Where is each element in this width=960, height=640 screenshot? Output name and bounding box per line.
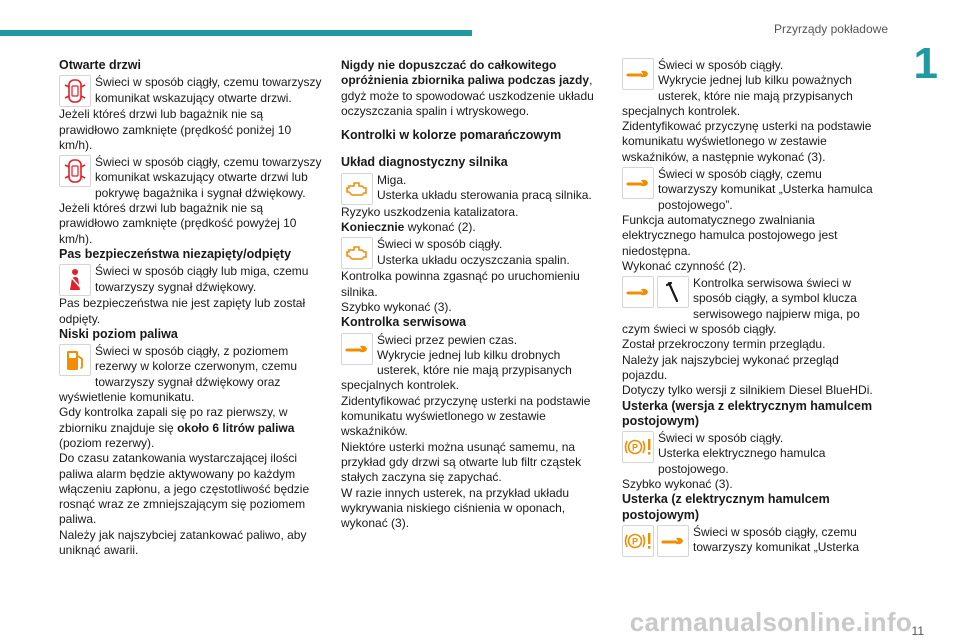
icon-box [59,264,91,296]
icon-box [341,237,373,269]
service-due-text-a: Kontrolka serwisowa świeci w sposób ciągły, a symbol klucza serwisowego najpierw miga, po czym świeci w sposób ciągły. [622,276,860,337]
wrench-icon [341,333,373,365]
header-accent-bar [0,30,472,36]
engine-text-1d-rest: wykonać (2). [404,220,476,235]
engine-text-1d [341,220,603,235]
engine-text-1a: Miga. [377,172,407,187]
doors-text-1: Świeci w sposób ciągły, czemu towarzyszy komunikat wskazujący otwarte drzwi. [95,75,322,105]
heading-engine-diag: Układ diagnostyczny silnika [341,155,508,170]
belt-text-1b: Pas bezpieczeństwa nie jest zapięty lub został odpięty. [59,296,306,326]
page-number: 11 [911,624,924,638]
service-text-4: W razie innych usterek, na przykład układu wykrywania niskiego ciśnienia w oponach, wykonać (3). [341,485,570,531]
icon-box [59,155,91,187]
seatbelt-icon [59,264,91,296]
engine-icon [341,237,373,269]
column-2 [341,58,603,531]
doors-text-2: Świeci w sposób ciągły, czemu towarzyszy komunikat wskazujący otwarte drzwi lub pokrywę bagażnika i sygnał dźwiękowy. [95,155,322,200]
svg-text:P: P [631,536,639,547]
fuel-text-3: Do czasu zatankowania wystarczającej ilości paliwa alarm będzie aktywowany po każdym włączeniu zapłonu, a jego częstotliwość będzie rosnąć wraz ze zmniejszającym się poziomem paliwa. [59,451,310,527]
service-key-icon [657,276,689,308]
parkbrake-msg-text-b: Funkcja automatycznego zwalniania elektrycznego hamulca postojowego jest niedostępna. [622,212,838,258]
icon-box [59,75,91,107]
heading-doors: Otwarte drzwi [59,58,141,72]
parkbrake-msg-text-a: Świeci w sposób ciągły, czemu towarzyszy komunikat „Usterka hamulca postojowego”. [658,167,873,212]
engine-text-2b: Usterka układu oczyszczania spalin. [377,252,570,267]
belt-text-1: Świeci w sposób ciągły lub miga, czemu towarzyszy sygnał dźwiękowy. [95,264,309,294]
parking-brake-fault-icon [622,525,654,557]
service-text-1b: Wykrycie jednej lub kilku drobnych usterek, które nie mają przypisanych specjalnych kontrolek. [341,347,572,393]
icon-box [622,58,654,90]
wrench-icon [622,167,654,199]
icon-box [341,333,373,365]
fuel-text-2 [59,405,325,451]
heading-epb-fault-2: Usterka (z elektrycznym hamulcem postojowym) [622,492,830,522]
service-text-2: Zidentyfikować przyczynę usterki na podstawie komunikatu wyświetlonego w zestawie wskaźników. [341,393,591,439]
fuel-text-2b: około 6 litrów paliwa [177,420,295,435]
wrench-icon [622,276,654,308]
heading-epb-fault: Usterka (wersja z elektrycznym hamulcem postojowym) [622,398,873,428]
never-empty-bold: Nigdy nie dopuszczać do całkowitego opróżnienia zbiornika paliwa podczas jazdy [341,58,590,88]
serious-text-1b: Wykrycie jednej lub kilku poważnych usterek, które nie mają przypisanych specjalnych kontrolek. [622,73,853,118]
epb-text-1c: Szybko wykonać (3). [622,477,733,492]
icon-box [622,167,654,199]
column-3 [622,58,884,557]
engine-text-1d-bold: Koniecznie [341,220,405,235]
icon-box [341,173,373,205]
service-text-3: Niektóre usterki można usunąć samemu, na przykład gdy drzwi są otwarte lub filtr cząstek stałych zaczyna się zapychać. [341,439,582,485]
parkbrake-msg-text-c: Wykonać czynność (2). [622,258,746,273]
icon-box [59,344,91,376]
door-open-icon [59,75,91,107]
heading-seatbelt: Pas bezpieczeństwa niezapięty/odpięty [59,246,292,261]
parking-brake-fault-icon [622,431,654,463]
icon-box [622,431,654,463]
fuel-text-1: Świeci w sposób ciągły, z poziomem rezerwy w kolorze czerwonym, czemu towarzyszy sygnał dźwiękowy oraz wyświetlenie komunikatu. [59,344,298,405]
service-text-1a: Świeci przez pewien czas. [377,332,518,347]
never-empty-rest: , gdyż może to spowodować uszkodzenie układu oczyszczania spalin i wtryskowego. [341,73,594,118]
page-section-title: Przyrządy pokładowe [773,22,888,36]
serious-text-1c: Zidentyfikować przyczynę usterki na podstawie komunikatu wyświetlonego w zestawie wskaźników, a następnie wykonać (3). [622,119,872,164]
watermark: carmanualsonline.info [629,607,912,637]
epb-text-1a: Świeci w sposób ciągły. [658,431,784,446]
engine-icon [341,173,373,205]
icon-box [622,525,689,557]
epb-text-1b: Usterka elektrycznego hamulca postojowego. [658,446,826,476]
fuel-text-4: Należy jak najszybciej zatankować paliwo, aby uniknąć awarii. [59,527,307,558]
column-1 [59,58,325,558]
chapter-number: 1 [913,39,938,88]
wrench-icon [622,58,654,90]
door-open-sound-icon [59,155,91,187]
wrench-icon [657,525,689,557]
service-due-text-b: Został przekroczony termin przeglądu. [622,337,826,352]
engine-text-1b: Usterka układu sterowania pracą silnika. [377,188,592,203]
engine-text-2a: Świeci w sposób ciągły. [377,237,503,252]
fuel-text-2c: (poziom rezerwy). [59,435,155,450]
engine-text-2d: Szybko wykonać (3). [341,299,452,314]
fuel-text-2a: Gdy kontrolka zapali się po raz pierwszy, w zbiorniku znajduje się [59,405,288,435]
never-empty-text [341,58,603,119]
doors-text-2b: Jeżeli któreś drzwi lub bagażnik nie są prawidłowo zamknięte (prędkość powyżej 10 km/h). [59,201,297,246]
heading-fuel: Niski poziom paliwa [59,326,178,341]
icon-box [622,276,689,308]
heading-service: Kontrolka serwisowa [341,315,467,330]
engine-text-1c: Ryzyko uszkodzenia katalizatora. [341,204,519,219]
fuel-pump-icon [59,344,91,376]
service-due-text-d: Dotyczy tylko wersji z silnikiem Diesel BlueHDi. [622,383,873,398]
epb2-text-1: Świeci w sposób ciągły, czemu towarzyszy komunikat „Usterka [693,524,860,555]
service-due-text-c: Należy jak najszybciej wykonać przegląd pojazdu. [622,352,839,382]
heading-orange-lamps: Kontrolki w kolorze pomarańczowym [341,128,562,143]
doors-text-1b: Jeżeli któreś drzwi lub bagażnik nie są prawidłowo zamknięte (prędkość poniżej 10 km/h). [59,107,292,152]
engine-text-2c: Kontrolka powinna zgasnąć po uruchomieniu silnika. [341,269,580,299]
svg-text:P: P [631,442,639,453]
serious-text-1a: Świeci w sposób ciągły. [658,58,784,72]
